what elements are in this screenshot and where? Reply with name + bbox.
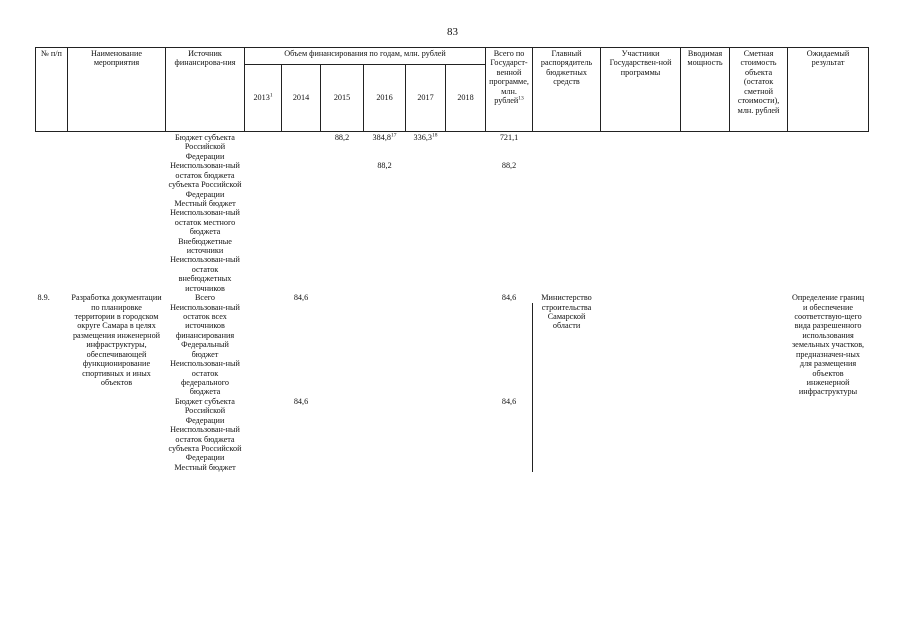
value-2014: 84,6	[282, 397, 321, 425]
header-year-2017: 2017	[406, 65, 446, 132]
value-2016: 88,2	[364, 161, 406, 199]
header-year-2014: 2014	[282, 65, 321, 132]
budget-table	[35, 47, 869, 472]
value-total: 721,1	[486, 132, 533, 162]
source-name: Всего	[166, 293, 245, 302]
source-name: Неиспользован-ный остаток бюджета субъекта Российской Федерации	[166, 425, 245, 463]
value-total: 88,2	[486, 161, 533, 199]
source-name: Неиспользован-ный остаток федерального бюджета	[166, 359, 245, 397]
table-body	[36, 132, 869, 473]
table-row	[36, 293, 869, 302]
header-year-2016: 2016	[364, 65, 406, 132]
value-2017: 336,3$^{18}$	[406, 132, 446, 162]
value-total: 84,6	[486, 397, 533, 425]
table-header	[36, 48, 869, 132]
table-row	[36, 161, 869, 199]
header-year-2013: 2013$^1$	[245, 65, 282, 132]
source-name: Федеральный бюджет	[166, 340, 245, 359]
source-name: Бюджет субъекта Российской Федерации	[166, 397, 245, 425]
header-participants: Участники Государствен-ной программы	[601, 48, 681, 132]
header-number: № п/п	[36, 48, 68, 132]
table-row	[36, 208, 869, 236]
value-2014: 84,6	[282, 293, 321, 302]
table-row	[36, 132, 869, 162]
source-name: Местный бюджет	[166, 199, 245, 208]
page-number: 83	[447, 26, 458, 38]
source-name: Неиспользован-ный остаток местного бюджета	[166, 208, 245, 236]
value-2016: 384,8$^{17}$	[364, 132, 406, 162]
source-name: Внебюджетные источники	[166, 237, 245, 256]
header-funding-source: Источник финансирова-ния	[166, 48, 245, 132]
expected-result: Определение границ и обеспечение соответствую-щего вида разрешенного использования земельных участков, предназначен-ных для размещения объектов инженерной инфраструктуры	[788, 293, 869, 472]
header-expected-result: Ожидаемый результат	[788, 48, 869, 132]
source-name: Местный бюджет	[166, 463, 245, 472]
header-total: Всего по Государст-венной программе, млн. рублей$^{13}$	[486, 48, 533, 132]
table-row	[36, 255, 869, 293]
table-row	[36, 237, 869, 256]
measure-number: 8.9.	[37, 293, 50, 303]
header-year-2015: 2015	[321, 65, 364, 132]
value-2015: 88,2	[321, 132, 364, 162]
value-total: 84,6	[486, 293, 533, 302]
table-row	[36, 199, 869, 208]
measure-name: Разработка документации по планировке территории в городском округе Самара в целях размещения инженерной инфраструктуры, обеспечивающей функционирование спортивных и иных объектов	[71, 293, 162, 387]
source-name: Неиспользован-ный остаток всех источников финансирования	[166, 303, 245, 341]
header-year-2018: 2018	[446, 65, 486, 132]
header-measure-name: Наименование мероприятия	[68, 48, 166, 132]
header-capacity: Вводимая мощность	[681, 48, 730, 132]
source-name: Неиспользован-ный остаток бюджета субъекта Российской Федерации	[166, 161, 245, 199]
source-name: Бюджет субъекта Российской Федерации	[166, 132, 245, 162]
chief-manager: Министерство строительства Самарской области	[533, 293, 601, 472]
header-funding-volume: Объем финансирования по годам, млн. рублей	[245, 48, 486, 65]
header-chief-manager: Главный распорядитель бюджетных средств	[533, 48, 601, 132]
source-name: Неиспользован-ный остаток внебюджетных источников	[166, 255, 245, 293]
header-estimated-cost: Сметная стоимость объекта (остаток сметной стоимости), млн. рублей	[730, 48, 788, 132]
